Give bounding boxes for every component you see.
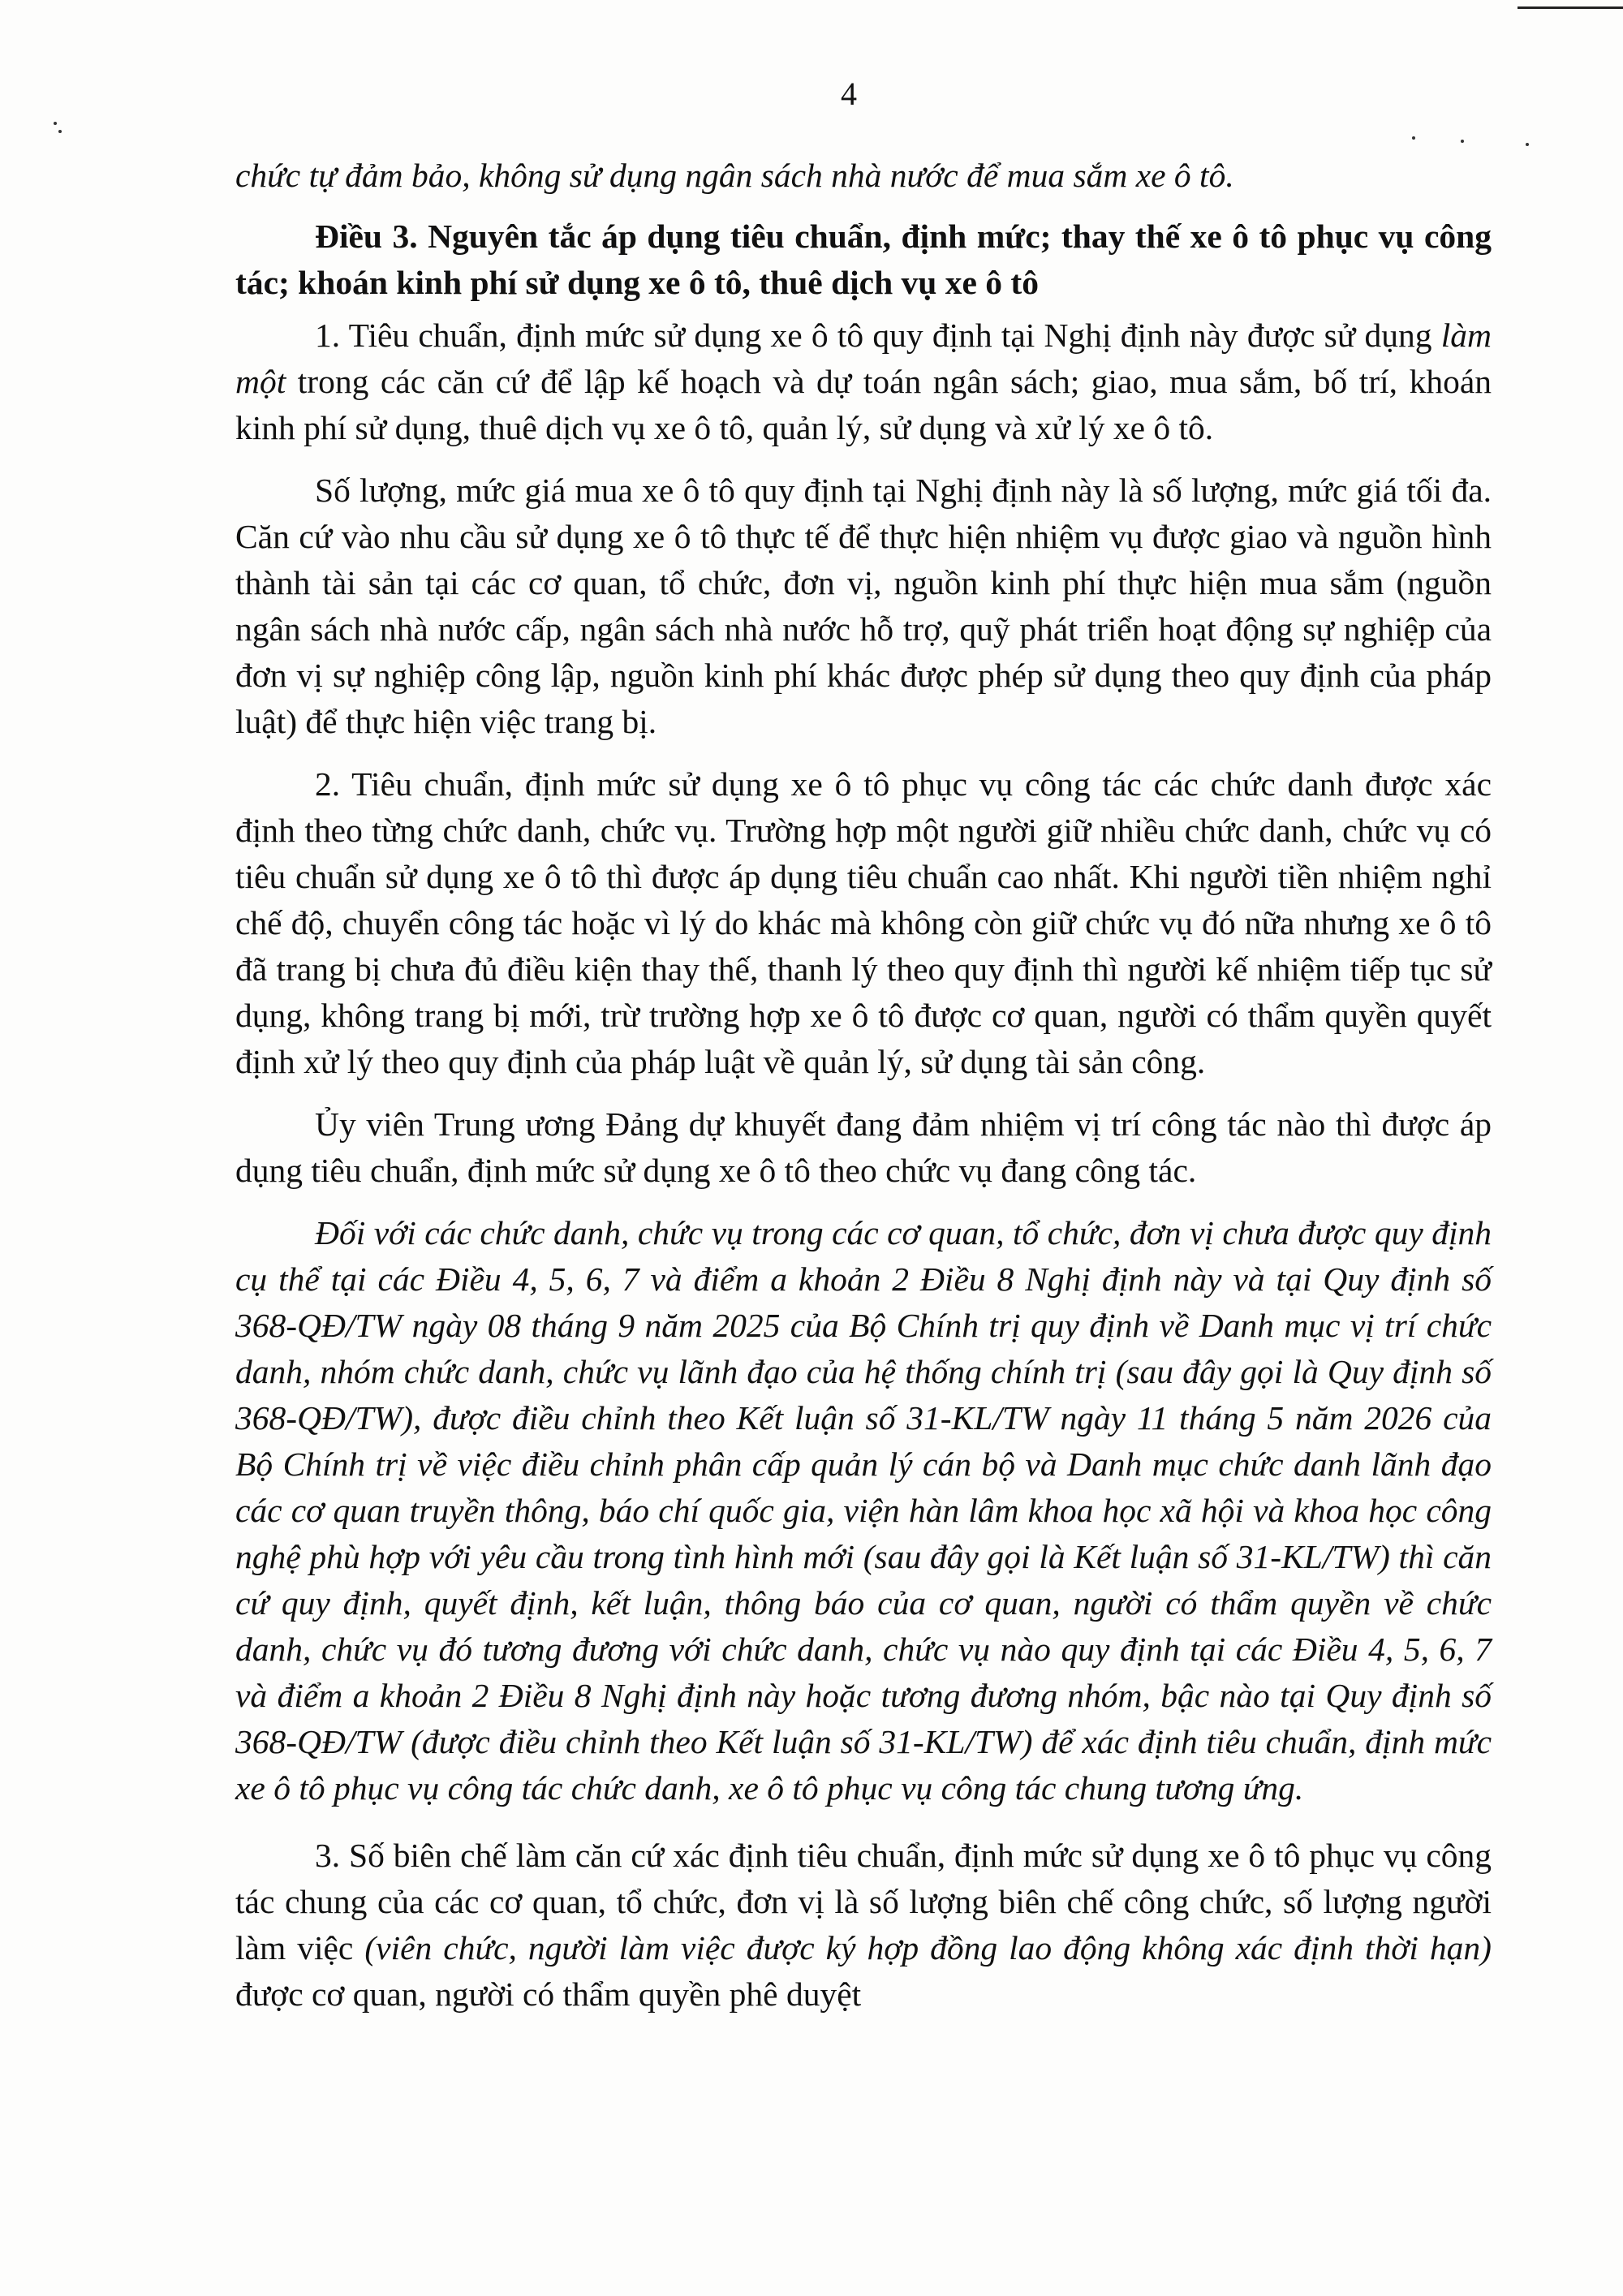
- clause-2-paragraph: 2. Tiêu chuẩn, định mức sử dụng xe ô tô phục vụ công tác các chức danh được xác định theo từng chức danh, chức vụ. Trường hợp một người giữ nhiều chức danh, chức vụ có tiêu chuẩn sử dụng xe ô tô thì được áp dụng tiêu chuẩn cao nhất. Khi người tiền nhiệm nghỉ chế độ, chuyển công tác hoặc vì lý do khác mà không còn giữ chức vụ đó nữa nhưng xe ô tô đã trang bị chưa đủ điều kiện thay thế, thanh lý theo quy định thì người kế nhiệm tiếp tục sử dụng, không trang bị mới, trừ trường hợp xe ô tô được cơ quan, người có thẩm quyền quyết định xử lý theo quy định của pháp luật về quản lý, sử dụng tài sản công.: [235, 765, 1492, 1080]
- clause-1-italic-phrase: làm một: [235, 317, 1492, 400]
- scan-speck: [1412, 136, 1415, 140]
- clause-1-text-end: trong các căn cứ để lập kế hoạch và dự toán ngân sách; giao, mua sắm, bố trí, khoán kinh phí sử dụng, thuê dịch vụ xe ô tô, quản lý, sử dụng và xử lý xe ô tô.: [235, 363, 1492, 446]
- clause-2-second-paragraph: Ủy viên Trung ương Đảng dự khuyết đang đảm nhiệm vị trí công tác nào thì được áp dụng tiêu chuẩn, định mức sử dụng xe ô tô theo chức vụ đang công tác.: [235, 1105, 1492, 1189]
- scan-speck: [54, 122, 57, 125]
- page-number: 4: [841, 75, 857, 112]
- top-edge-rule: [1518, 6, 1623, 9]
- clause-3-italic-phrase: (viên chức, người làm việc được ký hợp đồng lao động không xác định thời hạn): [364, 1929, 1492, 1966]
- clause-3-paragraph: [235, 1833, 1492, 2018]
- clause-1-text-start: 1. Tiêu chuẩn, định mức sử dụng xe ô tô quy định tại Nghị định này được sử dụng: [315, 317, 1441, 354]
- scan-speck: [1461, 140, 1464, 143]
- article-heading: Điều 3. Nguyên tắc áp dụng tiêu chuẩn, định mức; thay thế xe ô tô phục vụ công tác; khoán kinh phí sử dụng xe ô tô, thuê dịch vụ xe ô tô: [235, 218, 1492, 301]
- document-body: [235, 153, 1492, 2034]
- clause-2-italic-paragraph: Đối với các chức danh, chức vụ trong các cơ quan, tổ chức, đơn vị chưa được quy định cụ thể tại các Điều 4, 5, 6, 7 và điểm a khoản 2 Điều 8 Nghị định này và tại Quy định số 368-QĐ/TW ngày 08 tháng 9 năm 2025 của Bộ Chính trị quy định về Danh mục vị trí chức danh, nhóm chức danh, chức vụ lãnh đạo của hệ thống chính trị (sau đây gọi là Quy định số 368-QĐ/TW), được điều chỉnh theo Kết luận số 31-KL/TW ngày 11 tháng 5 năm 2026 của Bộ Chính trị về việc điều chỉnh phân cấp quản lý cán bộ và Danh mục chức danh lãnh đạo các cơ quan truyền thông, báo chí quốc gia, viện hàn lâm khoa học xã hội và khoa học công nghệ phù hợp với yêu cầu trong tình hình mới (sau đây gọi là Kết luận số 31-KL/TW) thì căn cứ quy định, quyết định, kết luận, thông báo của cơ quan, người có thẩm quyền về chức danh, chức vụ đó tương đương với chức danh, chức vụ nào quy định tại các Điều 4, 5, 6, 7 và điểm a khoản 2 Điều 8 Nghị định này hoặc tương đương nhóm, bậc nào tại Quy định số 368-QĐ/TW (được điều chỉnh theo Kết luận số 31-KL/TW) để xác định tiêu chuẩn, định mức xe ô tô phục vụ công tác chức danh, xe ô tô phục vụ công tác chung tương ứng.: [235, 1214, 1492, 1807]
- opening-line: chức tự đảm bảo, không sử dụng ngân sách nhà nước để mua sắm xe ô tô.: [235, 157, 1234, 194]
- clause-3-text-end: được cơ quan, người có thẩm quyền phê duyệt: [235, 1975, 862, 2013]
- scan-speck: [1526, 143, 1529, 146]
- clause-3-text-start: 3. Số biên chế làm căn cứ xác định tiêu chuẩn, định mức sử dụng xe ô tô phục vụ công tác chung của các cơ quan, tổ chức, đơn vị là số lượng biên chế công chức, số lượng người làm việc: [235, 1837, 1492, 1966]
- clause-1-second-paragraph: Số lượng, mức giá mua xe ô tô quy định tại Nghị định này là số lượng, mức giá tối đa. Căn cứ vào nhu cầu sử dụng xe ô tô thực tế để thực hiện nhiệm vụ được giao và nguồn hình thành tài sản tại các cơ quan, tổ chức, đơn vị, nguồn kinh phí thực hiện mua sắm (nguồn ngân sách nhà nước cấp, ngân sách nhà nước hỗ trợ, quỹ phát triển hoạt động sự nghiệp của đơn vị sự nghiệp công lập, nguồn kinh phí khác được phép sử dụng theo quy định của pháp luật) để thực hiện việc trang bị.: [235, 472, 1492, 740]
- clause-1-paragraph: [235, 312, 1492, 451]
- scan-speck: [58, 130, 62, 133]
